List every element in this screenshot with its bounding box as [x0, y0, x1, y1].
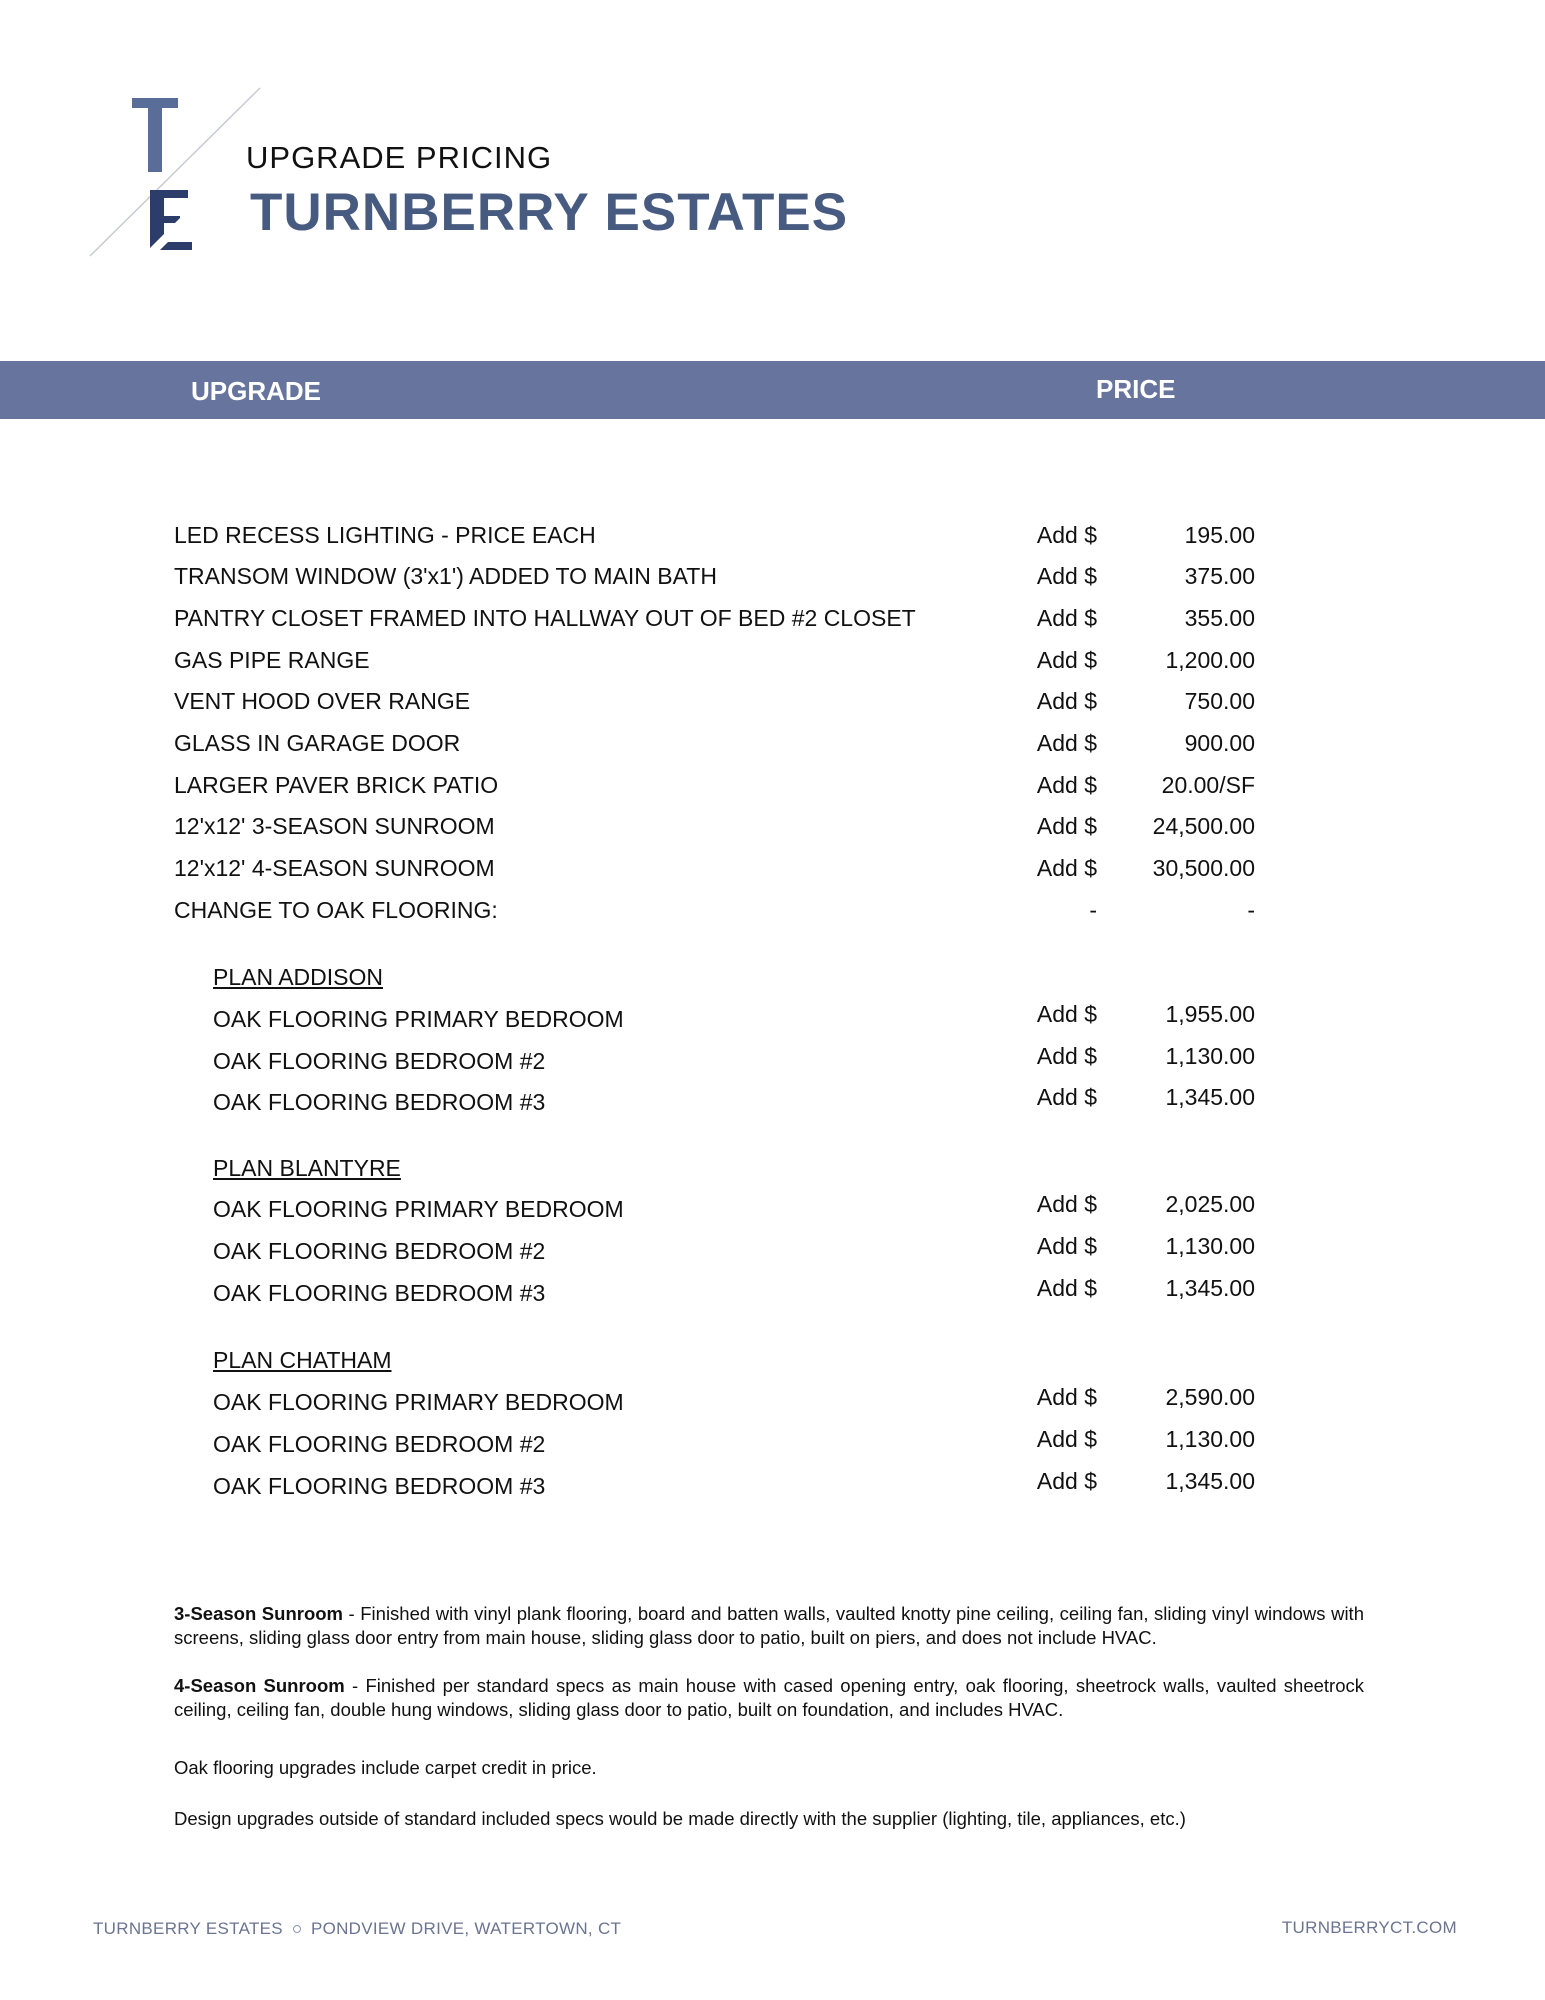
row-add: Add $ — [1036, 1275, 1097, 1301]
row-add: Add $ — [1036, 563, 1097, 589]
table-row — [0, 1191, 1545, 1227]
table-row — [0, 1275, 1545, 1311]
header-title: TURNBERRY ESTATES — [250, 183, 849, 242]
turnberry-logo — [88, 86, 268, 266]
row-add: Add $ — [1036, 1426, 1097, 1452]
row-add: Add $ — [1036, 605, 1097, 631]
row-price: 2,025.00 — [1165, 1191, 1255, 1217]
table-row — [0, 897, 1545, 933]
table-row — [0, 647, 1545, 683]
row-price: 1,130.00 — [1165, 1426, 1255, 1452]
note-three-season — [174, 1602, 1364, 1650]
table-row — [0, 813, 1545, 849]
plan-heading-blantyre: PLAN BLANTYRE — [213, 1155, 401, 1181]
table-row — [0, 1384, 1545, 1420]
row-price: 2,590.00 — [1165, 1384, 1255, 1410]
row-label: VENT HOOD OVER RANGE — [174, 688, 471, 714]
row-add: Add $ — [1036, 1191, 1097, 1217]
row-add: Add $ — [1036, 1233, 1097, 1259]
column-header-price: PRICE — [1096, 374, 1176, 404]
note-design-upgrades: Design upgrades outside of standard included specs would be made directly with the supplier (lighting, tile, appliances, etc.) — [174, 1808, 1186, 1829]
table-row — [0, 1084, 1545, 1120]
row-label: GLASS IN GARAGE DOOR — [174, 730, 461, 756]
row-price: 24,500.00 — [1152, 813, 1255, 839]
table-row — [0, 772, 1545, 808]
footer-separator-icon — [293, 1925, 301, 1933]
row-label: 12'x12' 4-SEASON SUNROOM — [174, 855, 495, 881]
row-label: OAK FLOORING BEDROOM #3 — [213, 1089, 546, 1115]
row-add: Add $ — [1036, 730, 1097, 756]
row-price: 195.00 — [1184, 522, 1255, 548]
table-row — [0, 1426, 1545, 1462]
row-add: Add $ — [1036, 1084, 1097, 1110]
table-row — [0, 522, 1545, 558]
note-three-season-title: 3-Season Sunroom — [174, 1603, 343, 1624]
plan-heading-chatham: PLAN CHATHAM — [213, 1347, 392, 1373]
row-add: Add $ — [1036, 522, 1097, 548]
row-price: 1,345.00 — [1165, 1275, 1255, 1301]
note-four-season-text: - Finished per standard specs as main house with cased opening entry, oak flooring, sheetrock walls, vaulted sheetrock ceiling, ceiling fan, double hung windows, sliding glass door to patio, built on foundation, and includes HVAC. — [174, 1675, 1364, 1720]
column-header-upgrade: UPGRADE — [191, 376, 322, 406]
note-three-season-text: - Finished with vinyl plank flooring, board and batten walls, vaulted knotty pine ceiling, ceiling fan, sliding vinyl windows with screens, sliding glass door entry from main house, sliding glass door to patio, built on piers, and does not include HVAC. — [174, 1603, 1364, 1648]
footer-address — [93, 1919, 621, 1939]
row-label: OAK FLOORING BEDROOM #2 — [213, 1431, 546, 1457]
row-add: Add $ — [1036, 813, 1097, 839]
footer-website-link[interactable]: TURNBERRYCT.COM — [1281, 1918, 1457, 1937]
row-price: 30,500.00 — [1152, 855, 1255, 881]
footer-location: PONDVIEW DRIVE, WATERTOWN, CT — [310, 1919, 622, 1938]
table-row — [0, 730, 1545, 766]
row-add: Add $ — [1036, 1043, 1097, 1069]
row-label: OAK FLOORING PRIMARY BEDROOM — [213, 1196, 624, 1222]
row-label: OAK FLOORING BEDROOM #3 — [213, 1473, 546, 1499]
row-price: 375.00 — [1184, 563, 1255, 589]
row-add: Add $ — [1036, 1001, 1097, 1027]
row-label: OAK FLOORING BEDROOM #2 — [213, 1048, 546, 1074]
table-row — [0, 605, 1545, 641]
row-add: Add $ — [1036, 855, 1097, 881]
plan-heading-addison: PLAN ADDISON — [213, 964, 383, 990]
row-label: PANTRY CLOSET FRAMED INTO HALLWAY OUT OF BED #2 CLOSET — [174, 605, 916, 631]
row-add: Add $ — [1036, 772, 1097, 798]
row-add: Add $ — [1036, 647, 1097, 673]
row-price: 1,345.00 — [1165, 1084, 1255, 1110]
row-price: 900.00 — [1184, 730, 1255, 756]
row-price: 1,200.00 — [1165, 647, 1255, 673]
row-price: 1,130.00 — [1165, 1233, 1255, 1259]
footer-name: TURNBERRY ESTATES — [93, 1919, 283, 1938]
table-row — [0, 563, 1545, 599]
row-label: 12'x12' 3-SEASON SUNROOM — [174, 813, 495, 839]
row-label: LED RECESS LIGHTING - PRICE EACH — [174, 522, 596, 548]
row-price: 20.00/SF — [1161, 772, 1255, 798]
row-label: TRANSOM WINDOW (3'x1') ADDED TO MAIN BATH — [174, 563, 717, 589]
table-row — [0, 1468, 1545, 1504]
note-oak-flooring: Oak flooring upgrades include carpet credit in price. — [174, 1757, 597, 1778]
row-label: LARGER PAVER BRICK PATIO — [174, 772, 499, 798]
row-price: 1,955.00 — [1165, 1001, 1255, 1027]
row-label: OAK FLOORING BEDROOM #3 — [213, 1280, 546, 1306]
row-price: 355.00 — [1184, 605, 1255, 631]
table-row — [0, 1043, 1545, 1079]
row-price: 1,130.00 — [1165, 1043, 1255, 1069]
note-four-season-title: 4-Season Sunroom — [174, 1675, 345, 1696]
table-row — [0, 1001, 1545, 1037]
table-row — [0, 688, 1545, 724]
note-four-season — [174, 1674, 1364, 1722]
row-price: - — [1247, 897, 1255, 923]
row-add: Add $ — [1036, 1384, 1097, 1410]
row-label: OAK FLOORING PRIMARY BEDROOM — [213, 1389, 624, 1415]
table-row — [0, 855, 1545, 891]
table-row — [0, 1233, 1545, 1269]
row-label: GAS PIPE RANGE — [174, 647, 370, 673]
row-add: Add $ — [1036, 1468, 1097, 1494]
row-label: CHANGE TO OAK FLOORING: — [174, 897, 498, 923]
header-subtitle: UPGRADE PRICING — [246, 140, 553, 175]
row-price: 1,345.00 — [1165, 1468, 1255, 1494]
row-add: - — [1089, 897, 1097, 923]
row-price: 750.00 — [1184, 688, 1255, 714]
row-label: OAK FLOORING BEDROOM #2 — [213, 1238, 546, 1264]
row-label: OAK FLOORING PRIMARY BEDROOM — [213, 1006, 624, 1032]
row-add: Add $ — [1036, 688, 1097, 714]
